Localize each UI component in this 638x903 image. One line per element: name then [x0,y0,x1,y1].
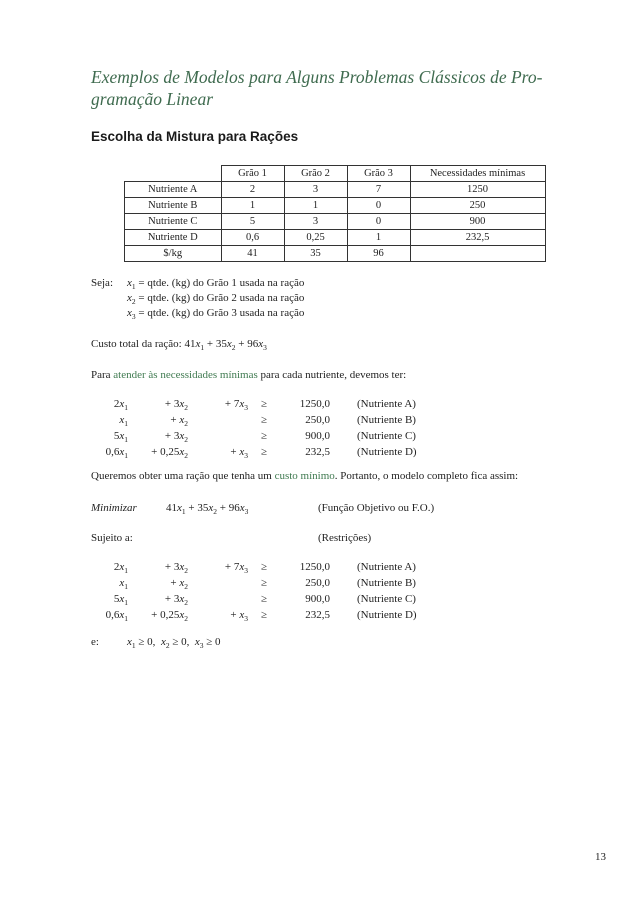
constraint-label: (Nutriente C) [357,593,416,605]
seja-label: Seja: [91,277,113,289]
chapter-title-line2: gramação Linear [91,89,214,109]
table-header-cell: Grão 1 [221,166,284,182]
table-cell: 1 [221,198,284,214]
constraint-term: + $0,25x_2$ [151,446,188,461]
table-cell: 7 [347,182,410,198]
e-label: e: [91,636,99,648]
table-cell: 1 [347,230,410,246]
table-cell: 900 [410,214,545,230]
constraint-term: + $3x_2$ [164,398,188,413]
restricoes-label: (Restrições) [318,532,372,544]
table-header-cell: Grão 2 [284,166,347,182]
constraint-operator: ≥ [261,414,268,426]
fo-label: (Função Objetivo ou F.O.) [318,502,435,514]
constraint-label: (Nutriente B) [357,414,416,426]
constraint-term: + $0,25x_2$ [151,609,188,624]
constraint-term: + $3x_2$ [164,561,188,576]
table-cell: Nutriente B [125,198,222,214]
constraint-term: + $3x_2$ [164,430,188,445]
constraint-rhs: 232,5 [305,609,330,621]
table-row [125,246,546,262]
highlight-text: atender às necessidades mínimas [113,369,258,381]
constraint-label: (Nutriente D) [357,446,417,458]
para-atender-line: Para atender às necessidades mínimas para cada nutriente, devemos ter: [91,369,407,381]
constraint-term: $5x_1$ [113,593,128,608]
custo-total-line: Custo total da ração: $41x_1 + 35x_2 + 96x_3$ [91,338,267,353]
table-cell [410,246,545,262]
constraint-term: $x_1$ [119,577,128,592]
table-row [125,214,546,230]
table-cell: 1 [284,198,347,214]
constraint-term: + $x_3$ [230,446,248,461]
constraint-rhs: 250,0 [305,577,330,589]
constraint-term: + $3x_2$ [164,593,188,608]
constraint-term: $0,6x_1$ [105,446,128,461]
table-cell: 5 [221,214,284,230]
constraint-operator: ≥ [261,609,268,621]
table-row [125,182,546,198]
table-cell: Nutriente D [125,230,222,246]
minimizar-label: Minimizar [91,502,137,514]
constraint-operator: ≥ [261,430,268,442]
constraint-label: (Nutriente B) [357,577,416,589]
constraint-label: (Nutriente A) [357,398,416,410]
table-row [125,198,546,214]
queremos-line: Queremos obter uma ração que tenha um custo mínimo. Portanto, o modelo completo fica assim: [91,470,519,482]
table-cell: Nutriente A [125,182,222,198]
table-header-cell: Grão 3 [347,166,410,182]
constraint-operator: ≥ [261,593,268,605]
constraint-term: + $7x_3$ [224,398,248,413]
sujeito-label: Sujeito a: [91,532,133,544]
constraint-rhs: 900,0 [305,593,330,605]
constraint-term: + $7x_3$ [224,561,248,576]
table-header-cell: Necessidades mínimas [410,166,545,182]
constraint-operator: ≥ [261,561,268,573]
nutrient-table [124,165,546,262]
constraint-rhs: 1250,0 [299,398,330,410]
definition-line: $x_1$ = qtde. (kg) do Grão 1 usada na ração [127,277,305,292]
table-row [125,230,546,246]
table-cell: 0,25 [284,230,347,246]
table-cell: 41 [221,246,284,262]
section-title: Escolha da Mistura para Rações [91,129,299,144]
chapter-title-line1: Exemplos de Modelos para Alguns Problemas Clássicos de Pro- [91,67,543,87]
table-cell: 232,5 [410,230,545,246]
table-header-row [125,166,546,182]
constraint-label: (Nutriente D) [357,609,417,621]
constraint-label: (Nutriente A) [357,561,416,573]
constraint-term: $2x_1$ [113,398,128,413]
table-cell: $/kg [125,246,222,262]
constraint-rhs: 900,0 [305,430,330,442]
table-header-empty [125,166,222,182]
constraint-term: + $x_2$ [170,577,188,592]
table-cell: Nutriente C [125,214,222,230]
constraint-term: $5x_1$ [113,430,128,445]
constraint-rhs: 232,5 [305,446,330,458]
constraint-term: $2x_1$ [113,561,128,576]
table-cell: 3 [284,182,347,198]
page-number: 13 [595,851,606,863]
table-cell: 1250 [410,182,545,198]
constraint-rhs: 1250,0 [299,561,330,573]
constraint-term: + $x_2$ [170,414,188,429]
constraint-operator: ≥ [261,577,268,589]
table-cell: 96 [347,246,410,262]
constraint-term: + $x_3$ [230,609,248,624]
table-cell: 0,6 [221,230,284,246]
objective-function: $41x_1 + 35x_2 + 96x_3$ [166,502,249,517]
constraint-label: (Nutriente C) [357,430,416,442]
non-negativity: $x_1 \ge 0$, $x_2 \ge 0$, $x_3 \ge 0$ [127,636,221,651]
constraint-term: $x_1$ [119,414,128,429]
table-cell: 3 [284,214,347,230]
table-cell: 0 [347,198,410,214]
definition-line: $x_2$ = qtde. (kg) do Grão 2 usada na ração [127,292,305,307]
constraint-rhs: 250,0 [305,414,330,426]
definition-line: $x_3$ = qtde. (kg) do Grão 3 usada na ração [127,307,305,322]
constraint-operator: ≥ [261,446,268,458]
table-cell: 35 [284,246,347,262]
table-cell: 2 [221,182,284,198]
table-cell: 250 [410,198,545,214]
constraint-operator: ≥ [261,398,268,410]
highlight-text: custo mínimo [274,470,335,482]
table-cell: 0 [347,214,410,230]
constraint-term: $0,6x_1$ [105,609,128,624]
